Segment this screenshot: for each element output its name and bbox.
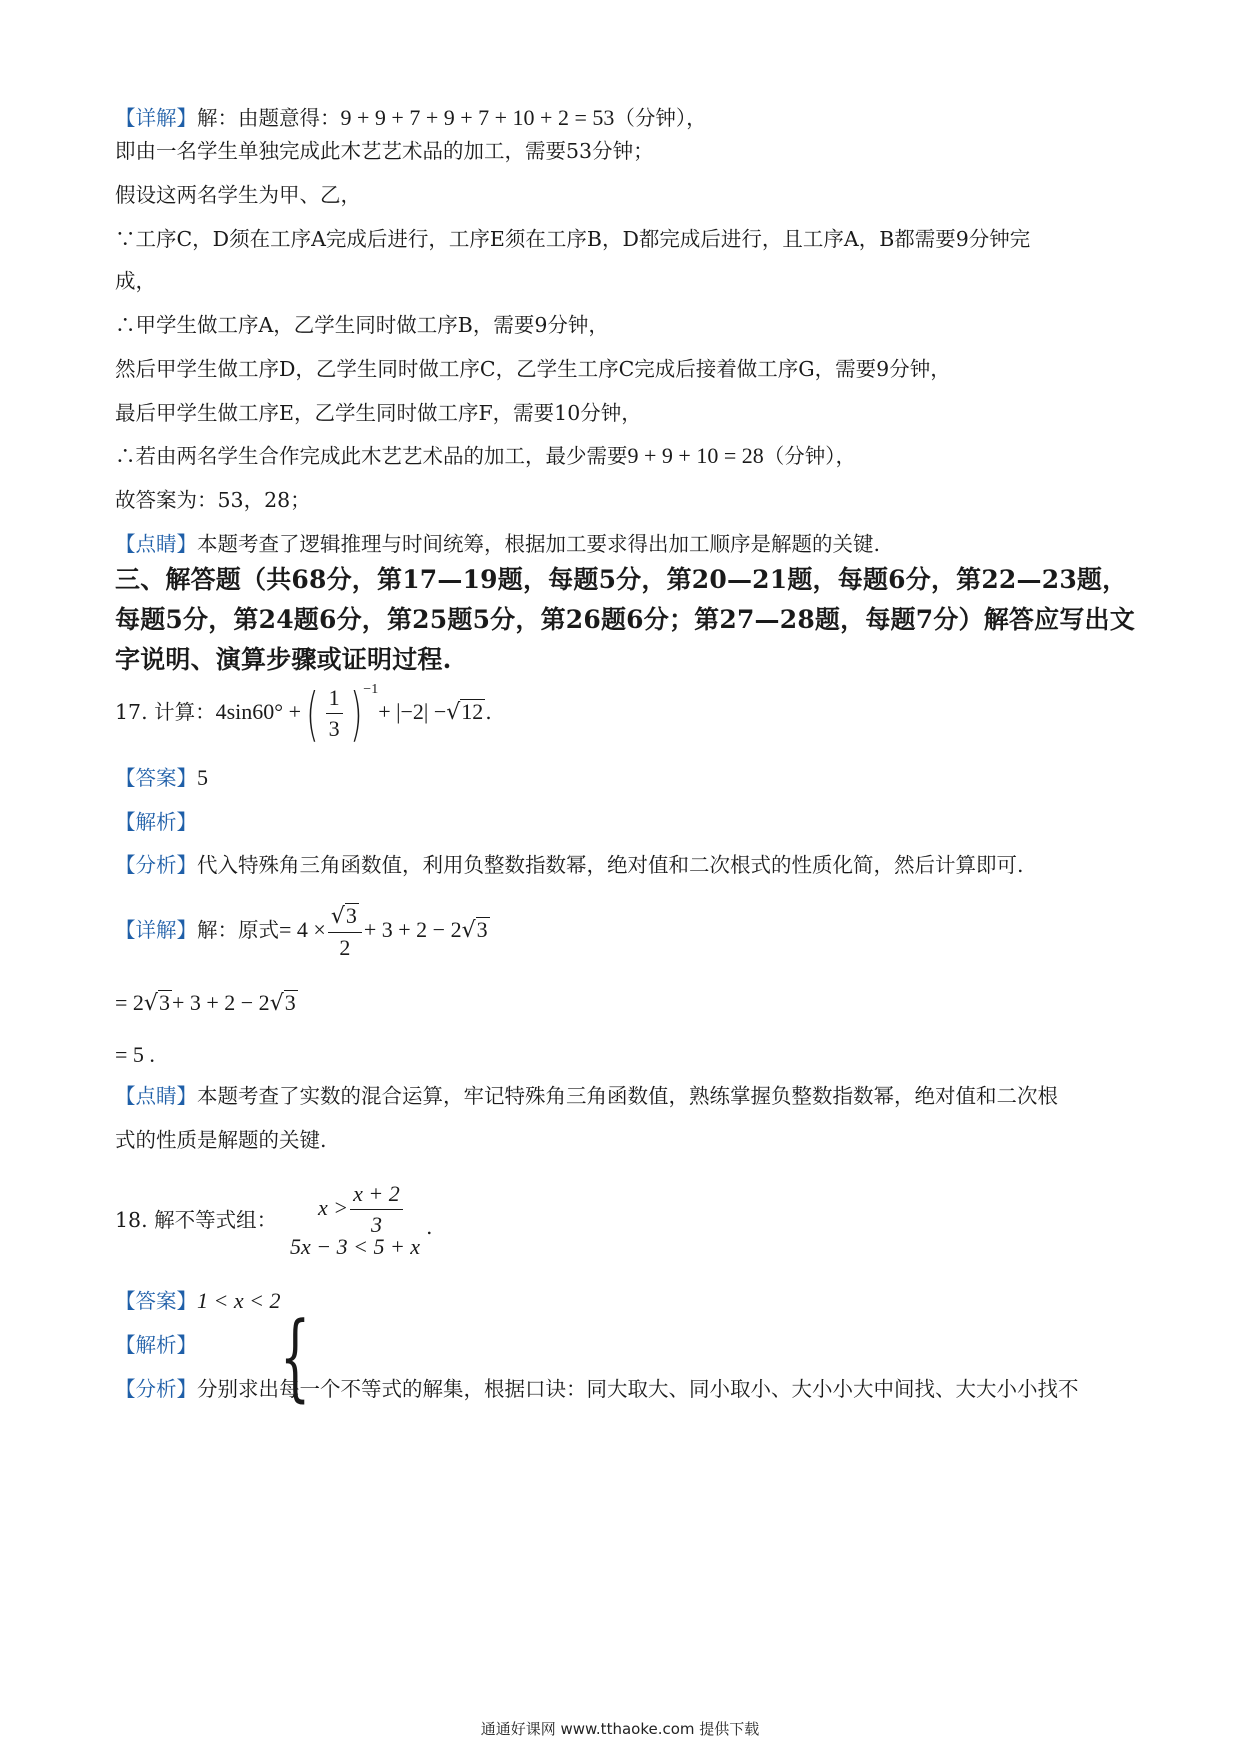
detail-tag: 【详解】 bbox=[115, 106, 197, 130]
q17-detail-2: = 2√3+ 3 + 2 − 2√3 bbox=[115, 990, 296, 1016]
q17-note-1: 【点睛】本题考查了实数的混合运算，牢记特殊角三角函数值，熟练掌握负整数指数幂，绝对值和二次根 bbox=[115, 1084, 1058, 1108]
q18-end: . bbox=[426, 1215, 433, 1239]
page-footer: 通通好课网 www.tthaoke.com 提供下载 bbox=[480, 1720, 760, 1738]
detail-line-1: 【详解】解：由题意得：9 + 9 + 7 + 9 + 7 + 10 + 2 = 53（分钟）， bbox=[115, 105, 707, 130]
q18-ineq-2: 5x − 3 < 5 + x bbox=[290, 1234, 421, 1259]
q17-prompt: 17. 计算：4sin60° +( $\frac{1}{3}$ )$^{-1}$+ |−2| −√12. bbox=[115, 679, 492, 748]
detail-line-2: 即由一名学生单独完成此木艺艺术品的加工，需要53分钟； bbox=[115, 139, 654, 163]
q17-detail-1: 【详解】解：原式= 4 × $\frac{√3}{2}$ + 3 + 2 − 2√3 bbox=[115, 902, 488, 960]
q17-detail-3: = 5 . bbox=[115, 1042, 155, 1067]
document-page: 【详解】解：由题意得：9 + 9 + 7 + 9 + 7 + 10 + 2 = 53（分钟）， 即由一名学生单独完成此木艺艺术品的加工，需要53分钟； 假设这两名学生为甲、乙， ∵工序C，D须在工序A完成后进行，工序E须在工序B，D都完成后进行，且工序A，B都需要9分钟完 成， ∴甲学生做工序A，乙学生同时做工序B，需要9分钟， 然后甲学生做工序D，乙学生同时做工序C，乙学生工序C完成后接着做工序G，需要9分钟， 最后甲学生做工序E，乙学生同时做工序F，需要10分钟， ∴若由两名学生合作完成此木艺艺术品的加工，最少需要9 + 9 + 10 = 28（分钟）， 故答案为：53，28； 【点睛】本题考查了逻辑推理与时间统筹，根据加工要求得出加工顺序是解题的关键. 三、解答题（共68分，第17—19题，每题5分，第20—21题，每题6分，第22—23题，每题5分，第24题6分，第25题5分，第26题6分；第27—28题，每题7分）解答应写出文字说明、演算步骤或证明过程. 17. 计算：4sin60° +( $\frac{1}{3}$ )$^{-1}$+ |−2| −√12. 【答案】5 【解析】 【分析】代入特殊角三角函数值，利用负整数指数幂，绝对值和二次根式的性质化简，然后计算即可. 【详解】解：原式= 4 × $\frac{√3}{2}$ + 3 + 2 − 2√3 = 2√3+ 3 + 2 − 2√3 = 5 . 【点睛】本题考查了实数的混合运算，牢记特殊角三角函数值，熟练掌握负整数指数幂，绝对值和二次根 式的性质是解题的关键. 18. 解不等式组： { x > $\frac{x + 2}{3}$ 5x − 3 < 5 + x . 【答案】1 < x < 2 【解析】 【分析】分别求出每一个不等式的解集，根据口诀：同大取大、同小取小、大小小大中间找、大大小小找不 通通好课网 www.tthaoke.com 提供下载 bbox=[0, 0, 1240, 1754]
detail-line-8: 最后甲学生做工序E，乙学生同时做工序F，需要10分钟， bbox=[115, 401, 642, 425]
q18-ineq-1: x > $\frac{x + 2}{3}$ bbox=[318, 1178, 405, 1240]
section-heading: 三、解答题（共68分，第17—19题，每题5分，第20—21题，每题6分，第22—23题，每题5分，第24题6分，第25题5分，第26题6分；第27—28题，每题7分）解答应写出文字说明、演算步骤或证明过程. bbox=[115, 565, 1135, 674]
detail-line-3: 假设这两名学生为甲、乙， bbox=[115, 183, 361, 207]
detail-line-5: 成， bbox=[115, 269, 156, 293]
q17-note-2: 式的性质是解题的关键. bbox=[115, 1128, 327, 1152]
q17-fenxi: 【分析】代入特殊角三角函数值，利用负整数指数幂，绝对值和二次根式的性质化简，然后计算即可. bbox=[115, 853, 1024, 877]
q18-analysis-tag: 【解析】 bbox=[115, 1333, 197, 1357]
q18-answer: 【答案】1 < x < 2 bbox=[115, 1288, 281, 1313]
q18-fenxi: 【分析】分别求出每一个不等式的解集，根据口诀：同大取大、同小取小、大小小大中间找、大大小小找不 bbox=[115, 1377, 1079, 1401]
note-line: 【点睛】本题考查了逻辑推理与时间统筹，根据加工要求得出加工顺序是解题的关键. bbox=[115, 532, 881, 556]
q17-analysis-tag: 【解析】 bbox=[115, 810, 197, 834]
detail-line-6: ∴甲学生做工序A，乙学生同时做工序B，需要9分钟， bbox=[115, 313, 609, 337]
note-tag: 【点睛】 bbox=[115, 532, 197, 556]
detail-line-4: ∵工序C，D须在工序A完成后进行，工序E须在工序B，D都完成后进行，且工序A，B都需要9分钟完 bbox=[115, 227, 1031, 251]
detail-line-7: 然后甲学生做工序D，乙学生同时做工序C，乙学生工序C完成后接着做工序G，需要9分钟， bbox=[115, 357, 951, 381]
q18-prompt: 18. 解不等式组： bbox=[115, 1208, 278, 1232]
q17-answer: 【答案】5 bbox=[115, 765, 208, 790]
detail-line-10: 故答案为：53，28； bbox=[115, 488, 311, 512]
detail-line-9: ∴若由两名学生合作完成此木艺艺术品的加工，最少需要9 + 9 + 10 = 28（分钟）， bbox=[115, 443, 856, 468]
q17-fraction: $\frac{1}{3}$ bbox=[326, 683, 343, 744]
